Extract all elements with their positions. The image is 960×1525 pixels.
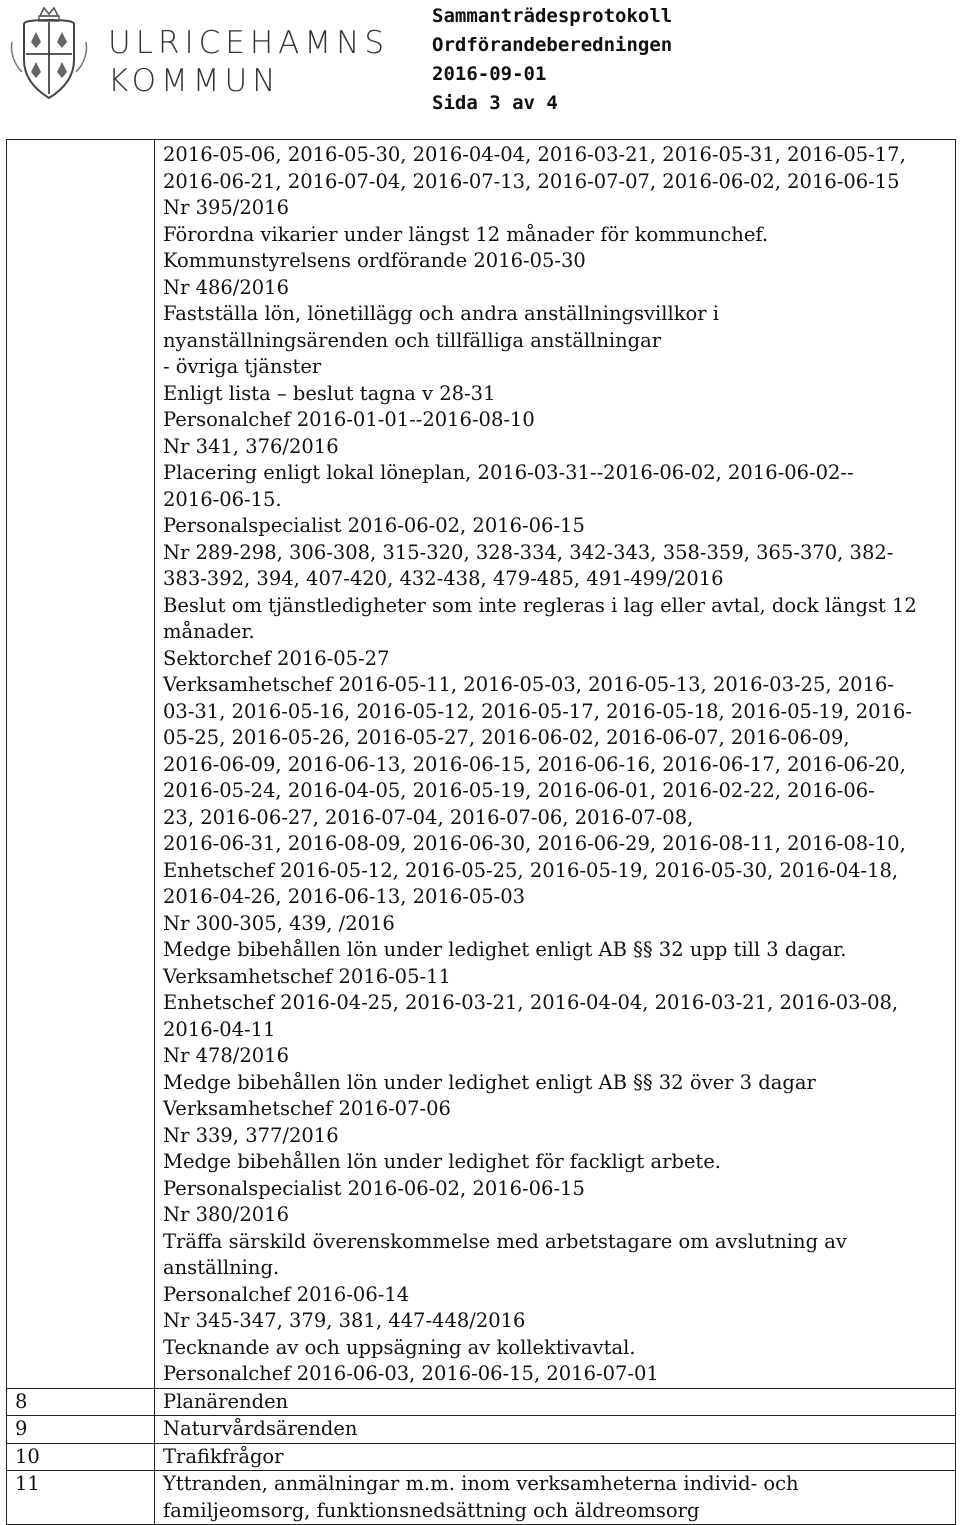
content-line: Nr 395/2016	[163, 196, 289, 219]
content-line: Nr 339, 377/2016	[163, 1123, 339, 1147]
content-line: 383-392, 394, 407-420, 432-438, 479-485, 491-499/2016	[163, 567, 724, 590]
content-line: Placering enligt lokal löneplan, 2016-03-31--2016-06-02, 2016-06-02--	[163, 461, 854, 484]
item-number: 9	[15, 1417, 28, 1440]
content-line: Personalchef 2016-06-03, 2016-06-15, 2016-07-01	[163, 1362, 659, 1385]
table-row	[7, 1471, 956, 1525]
row-content-cell	[155, 140, 956, 1389]
content-line: Nr 341, 376/2016	[163, 434, 339, 458]
content-line: Personalchef 2016-01-01--2016-08-10	[163, 408, 535, 431]
row-content-cell	[155, 1388, 956, 1416]
row-content-cell	[155, 1416, 956, 1444]
content-line: 2016-05-06, 2016-05-30, 2016-04-04, 2016-03-21, 2016-05-31, 2016-05-17,	[163, 143, 906, 166]
coat-of-arms-icon	[6, 2, 92, 102]
content-line: - övriga tjänster	[163, 355, 322, 378]
content-line: Nr 478/2016	[163, 1044, 289, 1067]
row-number-cell	[7, 1471, 155, 1525]
row-content-cell	[155, 1443, 956, 1471]
document-type: Sammanträdesprotokoll	[432, 5, 673, 27]
row-number-cell	[7, 1388, 155, 1416]
row-number-cell	[7, 140, 155, 1389]
content-line: Beslut om tjänstledigheter som inte regleras i lag eller avtal, dock längst 12	[163, 593, 917, 617]
content-line: Fastställa lön, lönetillägg och andra anställningsvillkor i	[163, 302, 720, 325]
content-line: Enhetschef 2016-04-25, 2016-03-21, 2016-04-04, 2016-03-21, 2016-03-08,	[163, 991, 899, 1014]
item-title: Trafikfrågor	[163, 1444, 284, 1468]
item-number: 11	[15, 1472, 40, 1495]
content-line: 23, 2016-06-27, 2016-07-04, 2016-07-06, 2016-07-08,	[163, 805, 694, 829]
content-line: månader.	[163, 620, 255, 643]
table-row	[7, 1443, 956, 1471]
item-title: Naturvårdsärenden	[163, 1417, 358, 1440]
content-line: 2016-06-21, 2016-07-04, 2016-07-13, 2016-07-07, 2016-06-02, 2016-06-15	[163, 169, 900, 193]
content-line: Verksamhetschef 2016-05-11	[163, 964, 451, 988]
meeting-date: 2016-09-01	[432, 63, 547, 85]
table-body	[7, 140, 956, 1525]
content-line: Medge bibehållen lön under ledighet för fackligt arbete.	[163, 1150, 722, 1173]
content-line: 2016-04-11	[163, 1017, 276, 1041]
content-line: Sektorchef 2016-05-27	[163, 646, 390, 670]
content-line: 2016-05-24, 2016-04-05, 2016-05-19, 2016-06-01, 2016-02-22, 2016-06-	[163, 779, 875, 802]
item-number: 8	[15, 1389, 28, 1413]
table-row	[7, 1416, 956, 1444]
content-line: Nr 486/2016	[163, 275, 289, 299]
table-row	[7, 140, 956, 1389]
content-line: 03-31, 2016-05-16, 2016-05-12, 2016-05-17, 2016-05-18, 2016-05-19, 2016-	[163, 699, 912, 723]
content-line: Personalchef 2016-06-14	[163, 1282, 410, 1306]
content-line: 2016-06-31, 2016-08-09, 2016-06-30, 2016-06-29, 2016-08-11, 2016-08-10,	[163, 832, 906, 855]
content-line: 05-25, 2016-05-26, 2016-05-27, 2016-06-02, 2016-06-07, 2016-06-09,	[163, 726, 850, 749]
page-number: Sida 3 av 4	[432, 92, 558, 114]
document-meta	[432, 2, 672, 118]
item-number: 10	[15, 1444, 40, 1468]
content-line: Personalspecialist 2016-06-02, 2016-06-15	[163, 514, 585, 537]
content-line: Enligt lista – beslut tagna v 28-31	[163, 381, 496, 405]
content-line: Medge bibehållen lön under ledighet enligt AB §§ 32 upp till 3 dagar.	[163, 938, 847, 961]
organization-name	[108, 24, 389, 100]
item-title: Yttranden, anmälningar m.m. inom verksamheterna individ- och	[163, 1472, 799, 1495]
content-line: Nr 380/2016	[163, 1203, 289, 1226]
table-row	[7, 1388, 956, 1416]
item-title: Planärenden	[163, 1389, 289, 1413]
content-line: 2016-06-15.	[163, 487, 282, 511]
content-line: Nr 345-347, 379, 381, 447-448/2016	[163, 1309, 526, 1332]
content-line: Kommunstyrelsens ordförande 2016-05-30	[163, 249, 586, 272]
content-line: anställning.	[163, 1256, 280, 1279]
content-line: Förordna vikarier under längst 12 månader för kommunchef.	[163, 222, 769, 246]
content-line: Tecknande av och uppsägning av kollektivavtal.	[163, 1335, 636, 1359]
org-line-1: ULRICEHAMNS	[108, 25, 390, 61]
delegation-table	[6, 139, 956, 1525]
content-line: Träffa särskild överenskommelse med arbetstagare om avslutning av	[163, 1229, 847, 1253]
content-line: Verksamhetschef 2016-05-11, 2016-05-03, 2016-05-13, 2016-03-25, 2016-	[163, 673, 894, 696]
content-line: nyanställningsärenden och tillfälliga anställningar	[163, 328, 662, 352]
content-line: 2016-06-09, 2016-06-13, 2016-06-15, 2016-06-16, 2016-06-17, 2016-06-20,	[163, 752, 906, 776]
org-line-2: KOMMUN	[108, 63, 281, 99]
content-line: Nr 300-305, 439, /2016	[163, 911, 395, 935]
content-line: Medge bibehållen lön under ledighet enligt AB §§ 32 över 3 dagar	[163, 1070, 816, 1094]
page-header	[0, 0, 960, 135]
row-content-cell	[155, 1471, 956, 1525]
content-line: Enhetschef 2016-05-12, 2016-05-25, 2016-05-19, 2016-05-30, 2016-04-18,	[163, 858, 899, 882]
content-line: 2016-04-26, 2016-06-13, 2016-05-03	[163, 885, 526, 908]
content-line: Verksamhetschef 2016-07-06	[163, 1097, 451, 1120]
committee-name: Ordförandeberedningen	[432, 34, 673, 56]
item-title: familjeomsorg, funktionsnedsättning och äldreomsorg	[163, 1498, 700, 1522]
content-line: Personalspecialist 2016-06-02, 2016-06-15	[163, 1176, 585, 1200]
row-number-cell	[7, 1443, 155, 1471]
row-number-cell	[7, 1416, 155, 1444]
content-line: Nr 289-298, 306-308, 315-320, 328-334, 342-343, 358-359, 365-370, 382-	[163, 540, 894, 564]
